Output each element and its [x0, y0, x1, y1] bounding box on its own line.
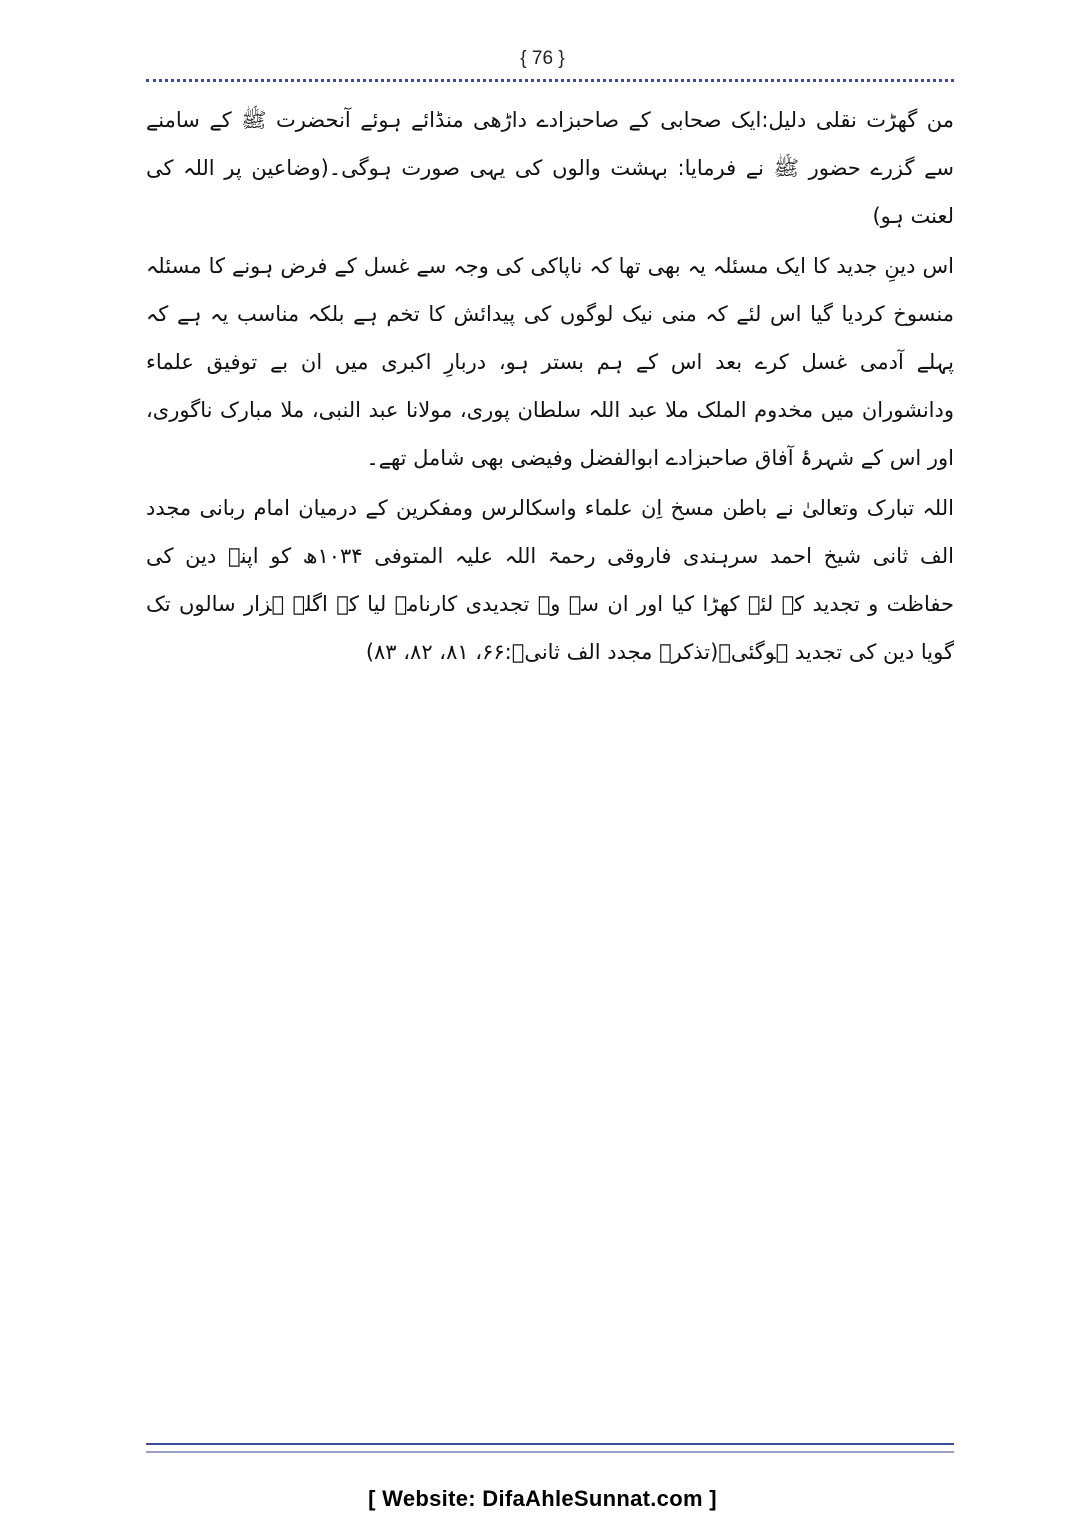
footer-divider	[146, 1443, 954, 1453]
paragraph-new-religion-issue: اس دینِ جدید کا ایک مسئلہ یہ بھی تھا کہ ناپاکی کی وجہ سے غسل کے فرض ہونے کا مسئلہ منسوخ کردیا گیا اس لئے کہ منی نیک لوگوں کی پیدائش کا تخم ہے بلکہ مناسب یہ ہے کہ پہلے آدمی غسل کرے بعد اس کے ہم بستر ہو، دربارِ اکبری میں ان بے توفیق علماء ودانشوران میں مخدوم الملک ملا عبد اللہ سلطان پوری، مولانا عبد النبی، ملا مبارک ناگوری، اور اس کے شہرۂ آفاق صاحبزادے ابوالفضل وفیضی بھی شامل تھے۔	[146, 254, 954, 470]
page-number: { 76 }	[520, 48, 565, 69]
paragraph-mujaddid-alf-sani: اللہ تبارک وتعالیٰ نے باطن مسخ اِن علماء واسکالرس ومفکرین کے درمیان امام ربانی مجدد الف ثانی شیخ احمد سرہندی فاروقی رحمۃ اللہ علیہ المتوفی ۱۰۳۴ھ کو اپنے دین کی حفاظت و تجدید کے لئے کھڑا کیا اور ان سے وہ تجدیدی کارنامہ لیا کہ اگلے ہزار سالوں تک گویا دین کی تجدید ہوگئی۔(تذکرہ مجدد الف ثانیؒ:۶۶، ۸۱، ۸۲، ۸۳)	[146, 496, 954, 664]
website-footer: [ Website: DifaAhleSunnat.com ]	[368, 1486, 717, 1511]
paragraph-fabricated-narration: من گھڑت نقلی دلیل:ایک صحابی کے صاحبزادے داڑھی منڈائے ہوئے آنحضرت ﷺ کے سامنے سے گزرے حضور ﷺ نے فرمایا: بہشت والوں کی یہی صورت ہوگی۔(وضاعین پر اللہ کی لعنت ہو)	[146, 108, 954, 228]
header-dotted-divider	[146, 79, 954, 82]
page-body	[146, 96, 954, 676]
